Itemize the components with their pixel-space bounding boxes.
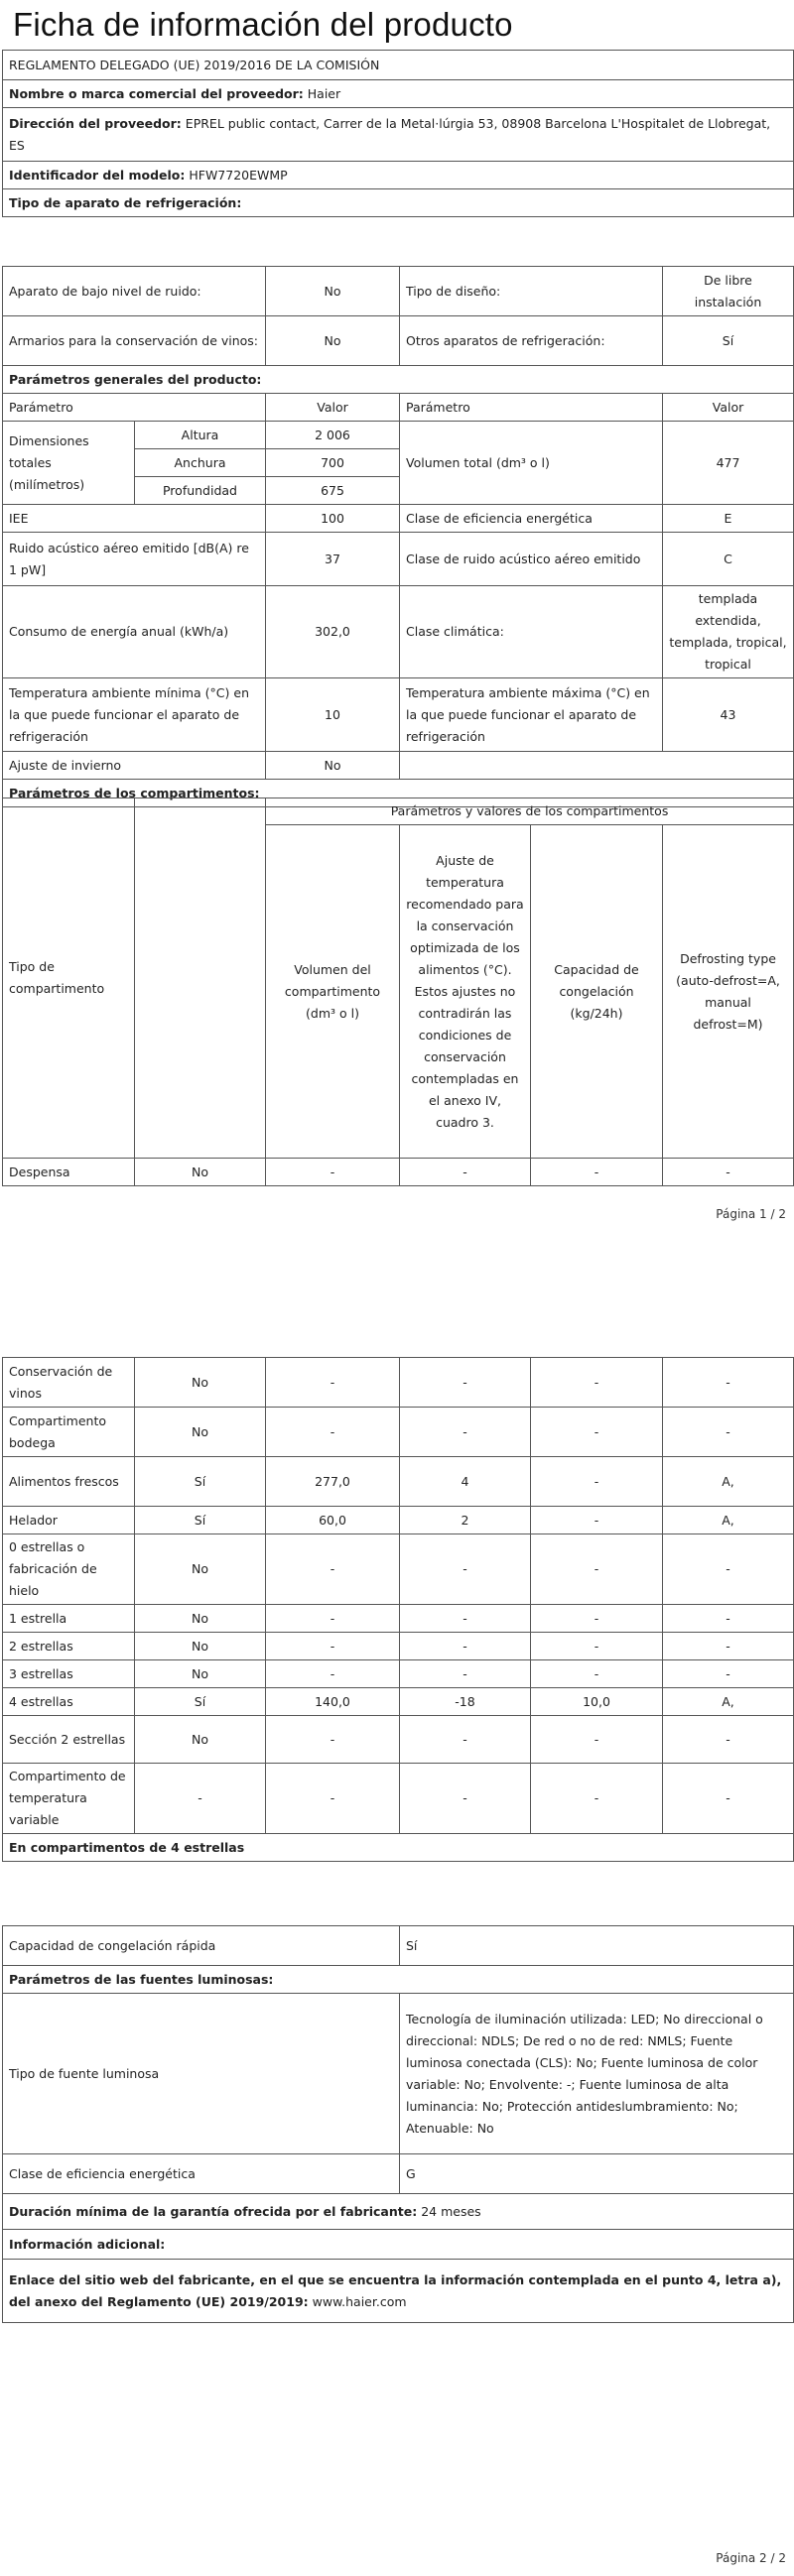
model-id-cell: Identificador del modelo: HFW7720EWMP xyxy=(3,162,794,189)
appliance-type-table xyxy=(2,266,794,394)
table-row xyxy=(3,1688,794,1716)
noise-class-label: Clase de ruido acústico aéreo emitido xyxy=(400,533,663,586)
table-row xyxy=(3,1605,794,1633)
cell-freeze: - xyxy=(531,1534,663,1605)
cell-defrost: A, xyxy=(663,1507,794,1534)
max-temp-value: 43 xyxy=(663,678,794,752)
cell-defrost: - xyxy=(663,1716,794,1764)
cell-temp: -18 xyxy=(400,1688,531,1716)
cell-present: Sí xyxy=(135,1507,266,1534)
cell-volume: - xyxy=(266,1660,400,1688)
eff-class-label: Clase de eficiencia energética xyxy=(400,505,663,533)
cell-present: No xyxy=(135,1408,266,1457)
height-value: 2 006 xyxy=(266,422,400,449)
table-row: Despensa No - - - - xyxy=(3,1159,794,1186)
cell-volume: 140,0 xyxy=(266,1688,400,1716)
cell-volume: - xyxy=(266,1534,400,1605)
four-star-heading: En compartimentos de 4 estrellas xyxy=(3,1834,794,1862)
cell-present: No xyxy=(135,1716,266,1764)
cell-present: - xyxy=(135,1764,266,1834)
page-number: Página 2 / 2 xyxy=(716,2551,786,2565)
table-row xyxy=(3,1633,794,1660)
general-params-table xyxy=(2,393,794,807)
table-row xyxy=(3,1457,794,1507)
cell-name: Sección 2 estrellas xyxy=(3,1716,135,1764)
cell-temp: - xyxy=(400,1764,531,1834)
other-value: Sí xyxy=(663,316,794,366)
cell-defrost: - xyxy=(663,1534,794,1605)
model-id: HFW7720EWMP xyxy=(189,167,288,183)
col-volume-header: Volumen del compartimento (dm³ o l) xyxy=(266,825,400,1159)
cell-volume: 277,0 xyxy=(266,1457,400,1507)
page-2 xyxy=(0,1280,794,2576)
supplier-address: EPREL public contact, Carrer de la Metal·lúrgia 53, 08908 Barcelona L'Hospitalet de Llobregat, ES xyxy=(9,115,771,153)
cell-freeze: - xyxy=(531,1764,663,1834)
cell-temp: 2 xyxy=(400,1507,531,1534)
cell-freeze: - xyxy=(531,1716,663,1764)
col-param-header: Parámetro xyxy=(3,394,266,422)
compartments-group-header: Parámetros y valores de los compartimentos xyxy=(266,798,794,825)
cell-defrost: - xyxy=(663,1408,794,1457)
light-class-label: Clase de eficiencia energética xyxy=(3,2154,400,2194)
warranty-cell: Duración mínima de la garantía ofrecida por el fabricante: 24 meses xyxy=(3,2194,794,2230)
table-row xyxy=(3,1408,794,1457)
warranty-value: 24 meses xyxy=(421,2203,481,2219)
iee-label: IEE xyxy=(3,505,266,533)
cell-present: Sí xyxy=(135,1688,266,1716)
low-noise-label: Aparato de bajo nivel de ruido: xyxy=(3,267,266,316)
table-row xyxy=(3,1534,794,1605)
website-cell: Enlace del sitio web del fabricante, en el que se encuentra la información contemplada en el punto 4, letra a), del anexo del Reglamento (UE) 2019/2019: www.haier.com xyxy=(3,2260,794,2323)
cell-defrost: - xyxy=(663,1358,794,1408)
cell-temp: - xyxy=(400,1534,531,1605)
table-row xyxy=(3,1507,794,1534)
height-label: Altura xyxy=(135,422,266,449)
supplier-table xyxy=(2,50,794,217)
cell-defrost: A, xyxy=(663,1688,794,1716)
page-number: Página 1 / 2 xyxy=(716,1207,786,1221)
cell-volume: - xyxy=(266,1358,400,1408)
wine-label: Armarios para la conservación de vinos: xyxy=(3,316,266,366)
appliance-type-heading: Tipo de aparato de refrigeración: xyxy=(3,189,794,217)
cell-name: Compartimento bodega xyxy=(3,1408,135,1457)
regulation-text: REGLAMENTO DELEGADO (UE) 2019/2016 DE LA COMISIÓN xyxy=(3,51,794,80)
col-value-header-2: Valor xyxy=(663,394,794,422)
light-type-value: Tecnología de iluminación utilizada: LED; No direccional o direccional: NDLS; De red o no de red: NMLS; Fuente luminosa conectada (CLS): No; Fuente luminosa de color variable: No; Envolvente: -; Fuente luminosa de alta luminancia: No; Protección antideslumbramiento: No; Atenuable: No xyxy=(400,1994,794,2154)
cell-defrost: - xyxy=(663,1764,794,1834)
supplier-address-cell: Dirección del proveedor: EPREL public contact, Carrer de la Metal·lúrgia 53, 08908 Barcelona L'Hospitalet de Llobregat, ES xyxy=(3,108,794,162)
cell-volume: - xyxy=(266,1605,400,1633)
compartments-table-p2 xyxy=(2,1357,794,1862)
light-type-label: Tipo de fuente luminosa xyxy=(3,1994,400,2154)
cell-volume: - xyxy=(266,1408,400,1457)
cell-volume: - xyxy=(266,1764,400,1834)
page-1 xyxy=(0,0,794,1280)
eff-class-value: E xyxy=(663,505,794,533)
cell-present: Sí xyxy=(135,1457,266,1507)
width-value: 700 xyxy=(266,449,400,477)
cell-defrost: - xyxy=(663,1605,794,1633)
cell-name: 3 estrellas xyxy=(3,1660,135,1688)
compartments-heading: Parámetros de los compartimentos: xyxy=(3,780,794,807)
cell-defrost: - xyxy=(663,1660,794,1688)
four-star-table xyxy=(2,1925,794,2323)
cell-name: 1 estrella xyxy=(3,1605,135,1633)
table-row xyxy=(3,1660,794,1688)
energy-value: 302,0 xyxy=(266,586,400,678)
cell-name: Compartimento de temperatura variable xyxy=(3,1764,135,1834)
cell-present: No xyxy=(135,1660,266,1688)
volume-label: Volumen total (dm³ o l) xyxy=(400,422,663,505)
empty-cell xyxy=(400,752,794,780)
cell-volume: 60,0 xyxy=(266,1507,400,1534)
table-row xyxy=(3,1358,794,1408)
min-temp-label: Temperatura ambiente mínima (°C) en la que puede funcionar el aparato de refrigeración xyxy=(3,678,266,752)
cell-defrost: - xyxy=(663,1633,794,1660)
additional-info: Información adicional: xyxy=(3,2230,794,2260)
cell-freeze: - xyxy=(531,1633,663,1660)
col-defrost-header: Defrosting type (auto-defrost=A, manual defrost=M) xyxy=(663,825,794,1159)
energy-label: Consumo de energía anual (kWh/a) xyxy=(3,586,266,678)
cell-present: No xyxy=(135,1633,266,1660)
col-param-header-2: Parámetro xyxy=(400,394,663,422)
depth-value: 675 xyxy=(266,477,400,505)
col-freeze-header: Capacidad de congelación (kg/24h) xyxy=(531,825,663,1159)
cell-freeze: - xyxy=(531,1605,663,1633)
cell-temp: - xyxy=(400,1408,531,1457)
table-row xyxy=(3,1764,794,1834)
cell-freeze: - xyxy=(531,1408,663,1457)
cell-temp: - xyxy=(400,1605,531,1633)
page-title: Ficha de información del producto xyxy=(13,6,513,43)
col-type-header: Tipo de compartimento xyxy=(3,798,135,1159)
fast-freeze-label: Capacidad de congelación rápida xyxy=(3,1926,400,1966)
table-row xyxy=(3,1716,794,1764)
general-heading: Parámetros generales del producto: xyxy=(3,366,794,394)
iee-value: 100 xyxy=(266,505,400,533)
cell-freeze: 10,0 xyxy=(531,1688,663,1716)
climate-value: templada extendida, templada, tropical, tropical xyxy=(663,586,794,678)
cell-name: 0 estrellas o fabricación de hielo xyxy=(3,1534,135,1605)
cell-defrost: A, xyxy=(663,1457,794,1507)
other-label: Otros aparatos de refrigeración: xyxy=(400,316,663,366)
cell-temp: - xyxy=(400,1660,531,1688)
volume-value: 477 xyxy=(663,422,794,505)
noise-value: 37 xyxy=(266,533,400,586)
light-class-value: G xyxy=(400,2154,794,2194)
min-temp-value: 10 xyxy=(266,678,400,752)
cell-present: No xyxy=(135,1358,266,1408)
light-heading: Parámetros de las fuentes luminosas: xyxy=(3,1966,794,1994)
col-temp-header: Ajuste de temperatura recomendado para la conservación optimizada de los alimentos (°C). Estos ajustes no contradirán las condiciones de conservación contempladas en el anexo IV, cuadro 3. xyxy=(400,825,531,1159)
depth-label: Profundidad xyxy=(135,477,266,505)
low-noise-value: No xyxy=(266,267,400,316)
cell-freeze: - xyxy=(531,1358,663,1408)
cell-volume: - xyxy=(266,1716,400,1764)
fast-freeze-value: Sí xyxy=(400,1926,794,1966)
design-value: De libre instalación xyxy=(663,267,794,316)
cell-present: No xyxy=(135,1534,266,1605)
climate-label: Clase climática: xyxy=(400,586,663,678)
cell-temp: - xyxy=(400,1358,531,1408)
noise-class-value: C xyxy=(663,533,794,586)
supplier-name: Haier xyxy=(307,85,341,101)
cell-temp: 4 xyxy=(400,1457,531,1507)
design-label: Tipo de diseño: xyxy=(400,267,663,316)
width-label: Anchura xyxy=(135,449,266,477)
col-value-header: Valor xyxy=(266,394,400,422)
website-link[interactable]: www.haier.com xyxy=(312,2293,407,2309)
cell-freeze: - xyxy=(531,1660,663,1688)
cell-name: Conservación de vinos xyxy=(3,1358,135,1408)
cell-name: Helador xyxy=(3,1507,135,1534)
cell-name: Alimentos frescos xyxy=(3,1457,135,1507)
supplier-name-cell: Nombre o marca comercial del proveedor: Haier xyxy=(3,80,794,108)
cell-freeze: - xyxy=(531,1457,663,1507)
dims-label: Dimensiones totales (milímetros) xyxy=(3,422,135,505)
winter-value: No xyxy=(266,752,400,780)
cell-volume: - xyxy=(266,1633,400,1660)
cell-name: 2 estrellas xyxy=(3,1633,135,1660)
cell-name: 4 estrellas xyxy=(3,1688,135,1716)
cell-temp: - xyxy=(400,1716,531,1764)
cell-temp: - xyxy=(400,1633,531,1660)
compartments-table-p1 xyxy=(2,797,794,1186)
max-temp-label: Temperatura ambiente máxima (°C) en la que puede funcionar el aparato de refrigeración xyxy=(400,678,663,752)
cell-present: No xyxy=(135,1605,266,1633)
wine-value: No xyxy=(266,316,400,366)
winter-label: Ajuste de invierno xyxy=(3,752,266,780)
noise-label: Ruido acústico aéreo emitido [dB(A) re 1 pW] xyxy=(3,533,266,586)
cell-freeze: - xyxy=(531,1507,663,1534)
